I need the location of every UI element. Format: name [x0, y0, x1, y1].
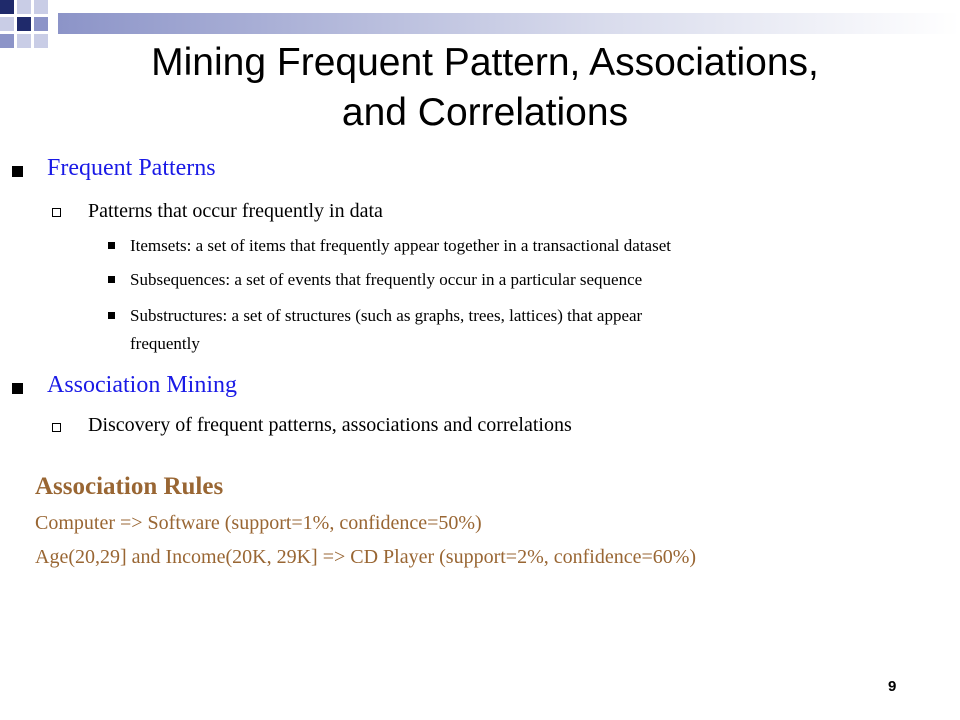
item-substructures-cont: frequently — [130, 334, 200, 353]
sub-bullet-patterns: Patterns that occur frequently in data — [88, 200, 383, 222]
slide-title — [40, 38, 930, 138]
bullet-square-icon — [12, 383, 23, 394]
small-square-icon — [108, 242, 115, 249]
item-itemsets: Itemsets: a set of items that frequently appear together in a transactional dataset — [130, 236, 671, 255]
deco-square-4 — [0, 17, 14, 31]
hollow-square-icon — [52, 423, 61, 432]
bullet-frequent-patterns: Frequent Patterns — [47, 155, 216, 181]
deco-square-2 — [17, 0, 31, 14]
header-gradient-bar — [58, 13, 960, 34]
bullet-square-icon — [12, 166, 23, 177]
association-rule-2: Age(20,29] and Income(20K, 29K] => CD Player (support=2%, confidence=60%) — [35, 546, 697, 568]
deco-square-6 — [34, 17, 48, 31]
small-square-icon — [108, 312, 115, 319]
page-number: 9 — [888, 678, 897, 695]
deco-square-5 — [17, 17, 31, 31]
bullet-association-mining: Association Mining — [47, 372, 237, 398]
association-rule-1: Computer => Software (support=1%, confidence=50%) — [35, 512, 482, 534]
deco-square-1 — [0, 0, 14, 14]
slide-title-line2: and Correlations — [341, 91, 629, 134]
deco-square-7 — [17, 34, 31, 48]
small-square-icon — [108, 276, 115, 283]
sub-bullet-discovery: Discovery of frequent patterns, associations and correlations — [88, 414, 572, 436]
item-subsequences: Subsequences: a set of events that frequently occur in a particular sequence — [130, 270, 643, 289]
item-substructures: Substructures: a set of structures (such as graphs, trees, lattices) that appear — [130, 306, 643, 325]
hollow-square-icon — [52, 208, 61, 217]
association-rules-heading: Association Rules — [35, 473, 224, 500]
deco-square-3 — [34, 0, 48, 14]
deco-square-9 — [0, 34, 14, 48]
slide-title-line1: Mining Frequent Pattern, Associations, — [151, 41, 819, 84]
